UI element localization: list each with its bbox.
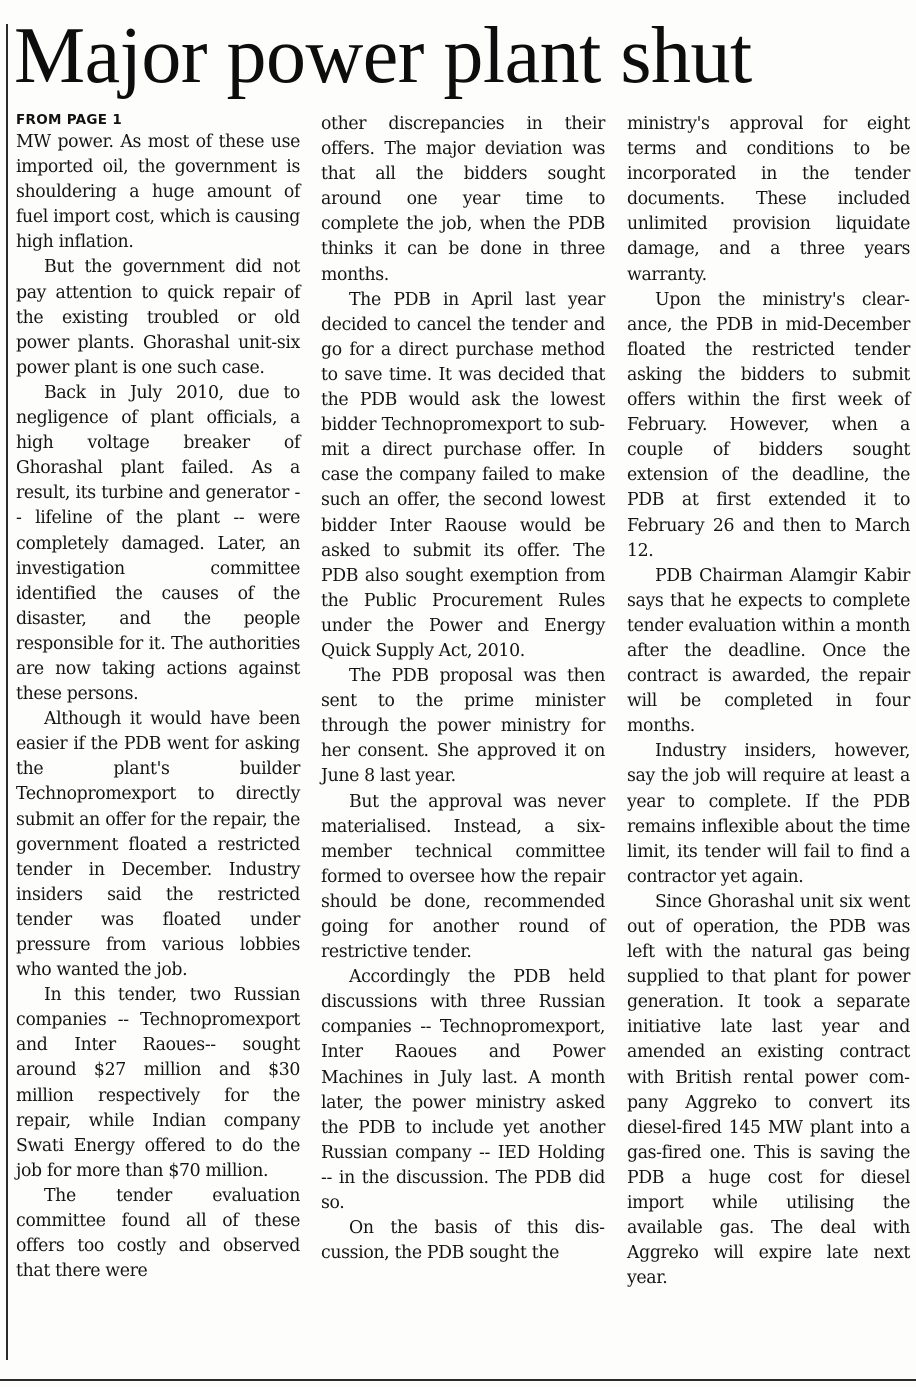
- headline: Major power plant shut: [14, 12, 752, 100]
- paragraph: Accordingly the PDB held discussions with three Russian companies -- Technopromexport, Inter Raoues and Power Machines in July last. A month later, the power ministry asked the PDB to include yet another Russian company -- IED Holding -- in the discussion. The PDB did so.: [321, 967, 605, 1214]
- paragraph: Since Ghorashal unit six went out of operation, the PDB was left with the natural gas being supplied to that plant for power generation. It took a separate initiative late last year and amended an existing contract with British rental power company Aggreko to convert its diesel-fired 145 MW plant into a gas-fired one. This is saving the PDB a huge cost for diesel import while utilising the available gas. The deal with Aggreko will expire late next year.: [627, 891, 910, 1289]
- article-column-3: [627, 112, 910, 1291]
- paragraph: The PDB in April last year decided to cancel the tender and go for a direct purchase method to save time. It was decided that the PDB would ask the lowest bidder Technopromexport to submit a direct purchase offer. In case the company failed to make such an offer, the second lowest bidder Inter Raouse would be asked to submit its offer. The PDB also sought exemption from the Public Procurement Rules under the Power and Energy Quick Supply Act, 2010.: [321, 289, 605, 661]
- article-column-2: [321, 112, 605, 1266]
- paragraph: Back in July 2010, due to negligence of plant officials, a high voltage breaker of Ghorashal plant failed. As a result, its turbine and generator -- lifeline of the plant -- were completely damaged. Later, an investigation committee identified the causes of the disaster, and the people responsible for it. The authorities are now taking actions against these persons.: [16, 382, 300, 705]
- left-column-rule: [6, 24, 8, 1360]
- paragraph: other discrepancies in their offers. The major deviation was that all the bidders sought around one year time to complete the job, when the PDB thinks it can be done in three months.: [321, 114, 605, 285]
- paragraph: But the approval was never materialised. Instead, a six-member technical committee formed to oversee how the repair should be done, recommended going for another round of restrictive tender.: [321, 791, 605, 963]
- article-column-1: [16, 111, 300, 1284]
- paragraph: PDB Chairman Alamgir Kabir says that he expects to complete tender evaluation within a month after the deadline. Once the contract is awarded, the repair will be completed in four months.: [627, 565, 910, 737]
- paragraph: Upon the ministry's clearance, the PDB in mid-December floated the restricted tender asking the bidders to submit offers within the first week of February. However, when a couple of bidders sought extension of the deadline, the PDB at first extended it to February 26 and then to March 12.: [627, 289, 910, 561]
- paragraph: But the government did not pay attention to quick repair of the existing troubled or old power plants. Ghorashal unit-six power plant is one such case.: [16, 257, 300, 378]
- paragraph: MW power. As most of these use imported oil, the government is shouldering a huge amount of fuel import cost, which is causing high inflation.: [16, 132, 300, 253]
- paragraph: ministry's approval for eight terms and conditions to be incorporated in the tender documents. These included unlimited provision liquidate damage, and a three years warranty.: [627, 114, 910, 285]
- paragraph: Industry insiders, however, say the job will require at least a year to complete. If the PDB remains inflexible about the time limit, its tender will fail to find a contractor yet again.: [627, 741, 910, 887]
- kicker: FROM PAGE 1: [16, 112, 123, 128]
- paragraph: On the basis of this discussion, the PDB sought the: [321, 1218, 605, 1264]
- paragraph: In this tender, two Russian companies -- Technopromexport and Inter Raoues-- sought around $27 million and $30 million respectively for the repair, while Indian company Swati Energy offered to do the job for more than $70 million.: [16, 985, 300, 1181]
- bottom-rule: [0, 1379, 916, 1381]
- paragraph: The PDB proposal was then sent to the prime minister through the power ministry for her consent. She approved it on June 8 last year.: [321, 666, 605, 787]
- paragraph: The tender evaluation committee found all of these offers too costly and observed that there were: [16, 1185, 300, 1282]
- paragraph: Although it would have been easier if the PDB went for asking the plant's builder Technopromexport to directly submit an offer for the repair, the government floated a restricted tender in December. Industry insiders said the restricted tender was floated under pressure from various lobbies who wanted the job.: [16, 709, 300, 981]
